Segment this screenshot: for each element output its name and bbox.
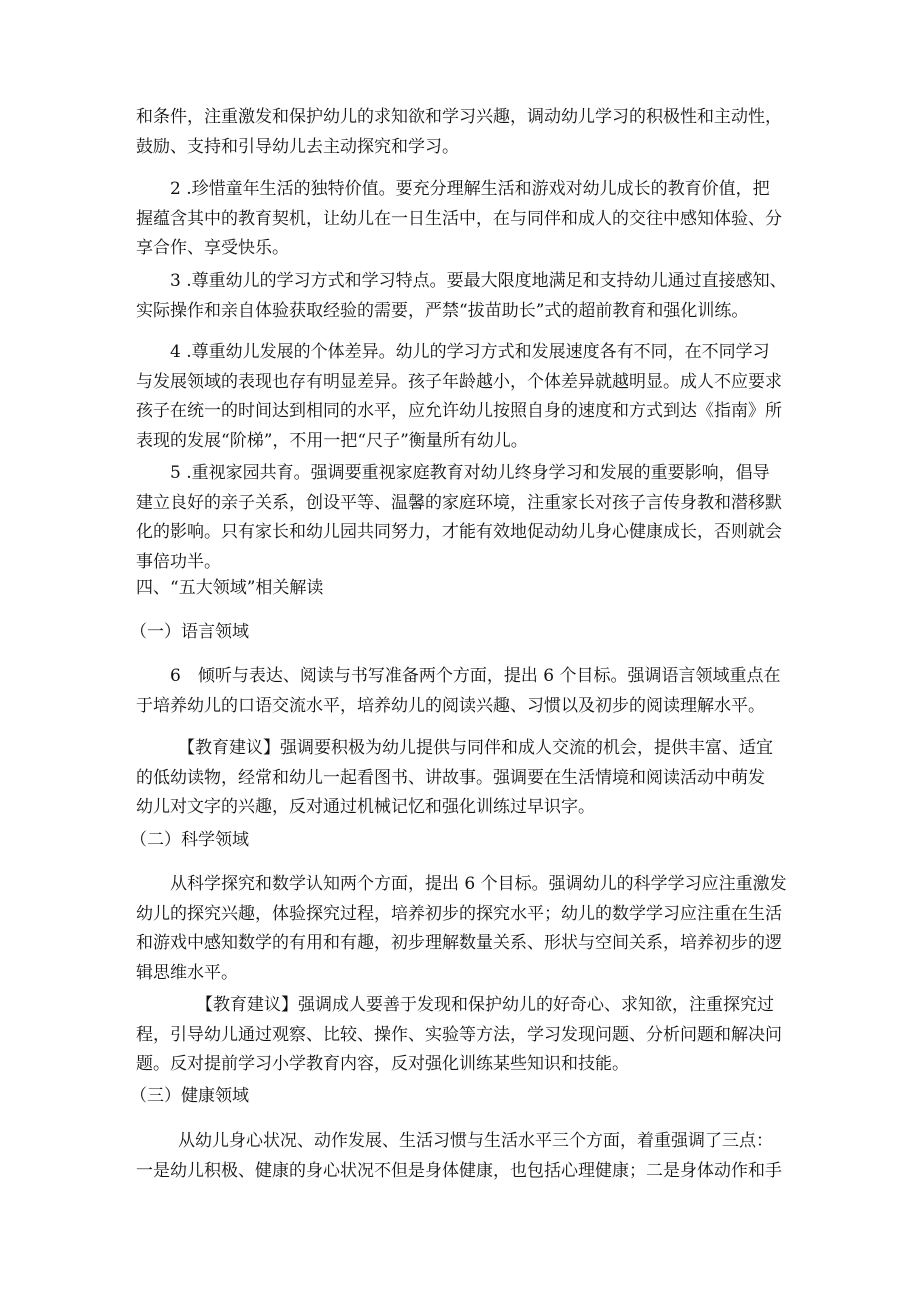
paragraph-line: 享合作、享受快乐。	[136, 238, 289, 258]
paragraph-line: 化的影响。只有家长和幼儿园共同努力，才能有效地促动幼儿身心健康成长，否则就会	[136, 522, 782, 542]
paragraph-line: 鼓励、支持和引导幼儿去主动探究和学习。	[136, 136, 459, 157]
paragraph-intro	[136, 103, 796, 162]
paragraph-line: 3 .尊重幼儿的学习方式和学习特点。要最大限度地满足和支持幼儿通过直接感知、	[170, 271, 787, 291]
paragraph-line: 【教育建议】强调要积极为幼儿提供与同伴和成人交流的机会，提供丰富、适宜	[178, 738, 773, 758]
paragraph-line: 一是幼儿积极、健康的身心状况不但是身体健康，也包括心理健康；二是身体动作和手	[136, 1160, 782, 1181]
subheading-language: （一）语言领域	[130, 622, 249, 642]
paragraph-line: 程，引导幼儿通过观察、比较、操作、实验等方法，学习发现问题、分析问题和解决问	[136, 1024, 782, 1045]
paragraph-line: 幼儿的探究兴趣，体验探究过程，培养初步的探究水平；幼儿的数学学习应注重在生活	[136, 903, 782, 924]
paragraph-line: 从科学探究和数学认知两个方面，提出 6 个目标。强调幼儿的科学学习应注重激发	[170, 874, 787, 894]
subheading-health: （三）健康领域	[130, 1086, 249, 1106]
paragraph-point-4	[136, 338, 796, 456]
paragraph-point-2	[136, 175, 796, 264]
section-heading: 四、“五大领域”相关解读	[136, 578, 324, 598]
paragraph-line: 握蕴含其中的教育契机，让幼儿在一日生活中，在与同伴和成人的交往中感知体验、分	[136, 208, 782, 229]
paragraph-line: 事倍功半。	[136, 551, 221, 572]
paragraph-line: 表现的发展“阶梯”，不用一把“尺子”衡量所有幼儿。	[136, 430, 528, 451]
paragraph-line: 和条件，注重激发和保护幼儿的求知欲和学习兴趣，调动幼儿学习的积极性和主动性，	[136, 107, 782, 127]
paragraph-language-advice	[136, 734, 796, 823]
paragraph-science	[136, 870, 796, 988]
paragraph-line: 【教育建议】强调成人要善于发现和保护幼儿的好奇心、求知欲，注重探究过	[196, 995, 774, 1015]
paragraph-line: 从幼儿身心状况、动作发展、生活习惯与生活水平三个方面，着重强调了三点：	[178, 1131, 773, 1151]
paragraph-line: 5 .重视家园共育。强调要重视家庭教育对幼儿终身学习和发展的重要影响，倡导	[170, 463, 770, 483]
paragraph-line: 2 .珍惜童年生活的独特价值。要充分理解生活和游戏对幼儿成长的教育价值，把	[170, 179, 770, 199]
paragraph-line: 的低幼读物，经常和幼儿一起看图书、讲故事。强调要在生活情境和阅读活动中萌发	[136, 767, 765, 788]
paragraph-point-3	[136, 267, 796, 326]
paragraph-line: 于培养幼儿的口语交流水平，培养幼儿的阅读兴趣、习惯以及初步的阅读理解水平。	[136, 695, 765, 716]
paragraph-line: 实际操作和亲自体验获取经验的需要，严禁“拔苗助长”式的超前教育和强化训练。	[136, 300, 749, 321]
paragraph-line: 题。反对提前学习小学教育内容，反对强化训练某些知识和技能。	[136, 1054, 629, 1074]
paragraph-line: 6 倾听与表达、阅读与书写准备两个方面，提出 6 个目标。强调语言领域重点在	[170, 666, 781, 686]
paragraph-line: 辑思维水平。	[136, 962, 238, 983]
paragraph-line: 和游戏中感知数学的有用和有趣，初步理解数量关系、形状与空间关系，培养初步的逻	[136, 933, 782, 953]
paragraph-language	[136, 662, 796, 721]
paragraph-point-5	[136, 459, 796, 577]
paragraph-line: 4 .尊重幼儿发展的个体差异。幼儿的学习方式和发展速度各有不同，在不同学习	[170, 342, 770, 362]
paragraph-science-advice	[136, 991, 796, 1080]
paragraph-line: 孩子在统一的时间达到相同的水平，应允许幼儿按照自身的速度和方式到达《指南》所	[136, 401, 782, 421]
subheading-science: （二）科学领域	[130, 830, 249, 850]
paragraph-line: 与发展领域的表现也存有明显差异。孩子年龄越小，个体差异就越明显。成人不应要求	[136, 371, 782, 392]
paragraph-line: 幼儿对文字的兴趣，反对通过机械记忆和强化训练过早识字。	[136, 797, 595, 817]
paragraph-health	[136, 1127, 796, 1186]
paragraph-line: 建立良好的亲子关系，创设平等、温馨的家庭环境，注重家长对孩子言传身教和潜移默	[136, 492, 782, 513]
